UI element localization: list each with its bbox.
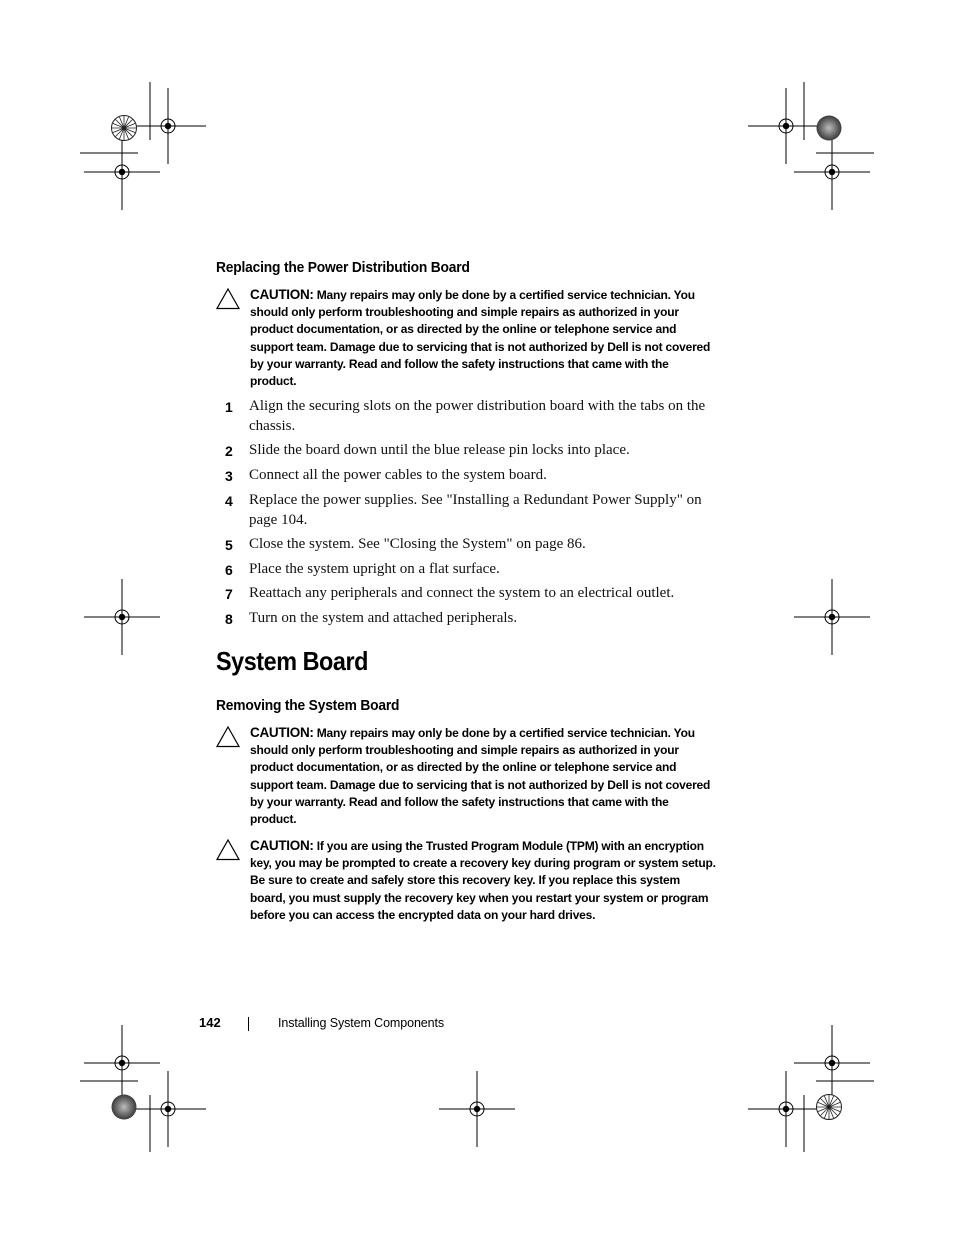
footer-chapter-title: Installing System Components	[278, 1016, 445, 1030]
step-number: 6	[225, 562, 233, 578]
caution-icon	[216, 839, 240, 861]
step-text: Place the system upright on a flat surface.	[249, 561, 500, 577]
caution-label: CAUTION:	[250, 838, 314, 853]
step-number: 8	[225, 611, 233, 627]
step-text: Connect all the power cables to the system board.	[249, 467, 547, 483]
step-number: 4	[225, 493, 233, 509]
step-text: Close the system. See "Closing the System" on page 86.	[249, 536, 586, 552]
heading-removing-system-board: Removing the System Board	[216, 697, 400, 714]
step-text: Replace the power supplies. See "Installing a Redundant Power Supply" on page 104.	[249, 492, 702, 528]
caution-text	[250, 837, 718, 924]
step-text: Slide the board down until the blue release pin locks into place.	[249, 442, 630, 458]
caution-body: Many repairs may only be done by a certified service technician. You should only perform troubleshooting and simple repairs as authorized in your product documentation, or as directed by the online or telephone service and support team. Damage due to servicing that is not authorized by Dell is not covered by your warranty. Read and follow the safety instructions that came with the product.	[250, 726, 711, 827]
caution-text	[250, 286, 718, 390]
step-number: 3	[225, 468, 233, 484]
caution-label: CAUTION:	[250, 725, 314, 740]
step-text: Reattach any peripherals and connect the system to an electrical outlet.	[249, 585, 675, 601]
caution-text	[250, 724, 718, 828]
caution-body: If you are using the Trusted Program Module (TPM) with an encryption key, you may be prompted to create a recovery key during program or system setup. Be sure to create and safely store this recovery key. If you replace this system board, you must supply the recovery key when you restart your system or program before you can access the encrypted data on your hard drives.	[250, 839, 716, 922]
page-number: 142	[199, 1015, 221, 1030]
caution-icon	[216, 726, 240, 748]
step-text: Turn on the system and attached peripherals.	[249, 610, 518, 626]
heading-replacing-power-distribution-board: Replacing the Power Distribution Board	[216, 259, 470, 276]
step-number: 1	[225, 399, 233, 415]
caution-icon	[216, 288, 240, 310]
step-number: 7	[225, 586, 233, 602]
section-title-system-board: System Board	[216, 646, 368, 676]
step-number: 2	[225, 443, 233, 459]
step-number: 5	[225, 537, 233, 553]
caution-body: Many repairs may only be done by a certified service technician. You should only perform troubleshooting and simple repairs as authorized in your product documentation, or as directed by the online or telephone service and support team. Damage due to servicing that is not authorized by Dell is not covered by your warranty. Read and follow the safety instructions that came with the product.	[250, 288, 711, 389]
step-text: Align the securing slots on the power distribution board with the tabs on the chassis.	[249, 398, 706, 434]
footer-divider	[248, 1017, 249, 1031]
caution-label: CAUTION:	[250, 287, 314, 302]
